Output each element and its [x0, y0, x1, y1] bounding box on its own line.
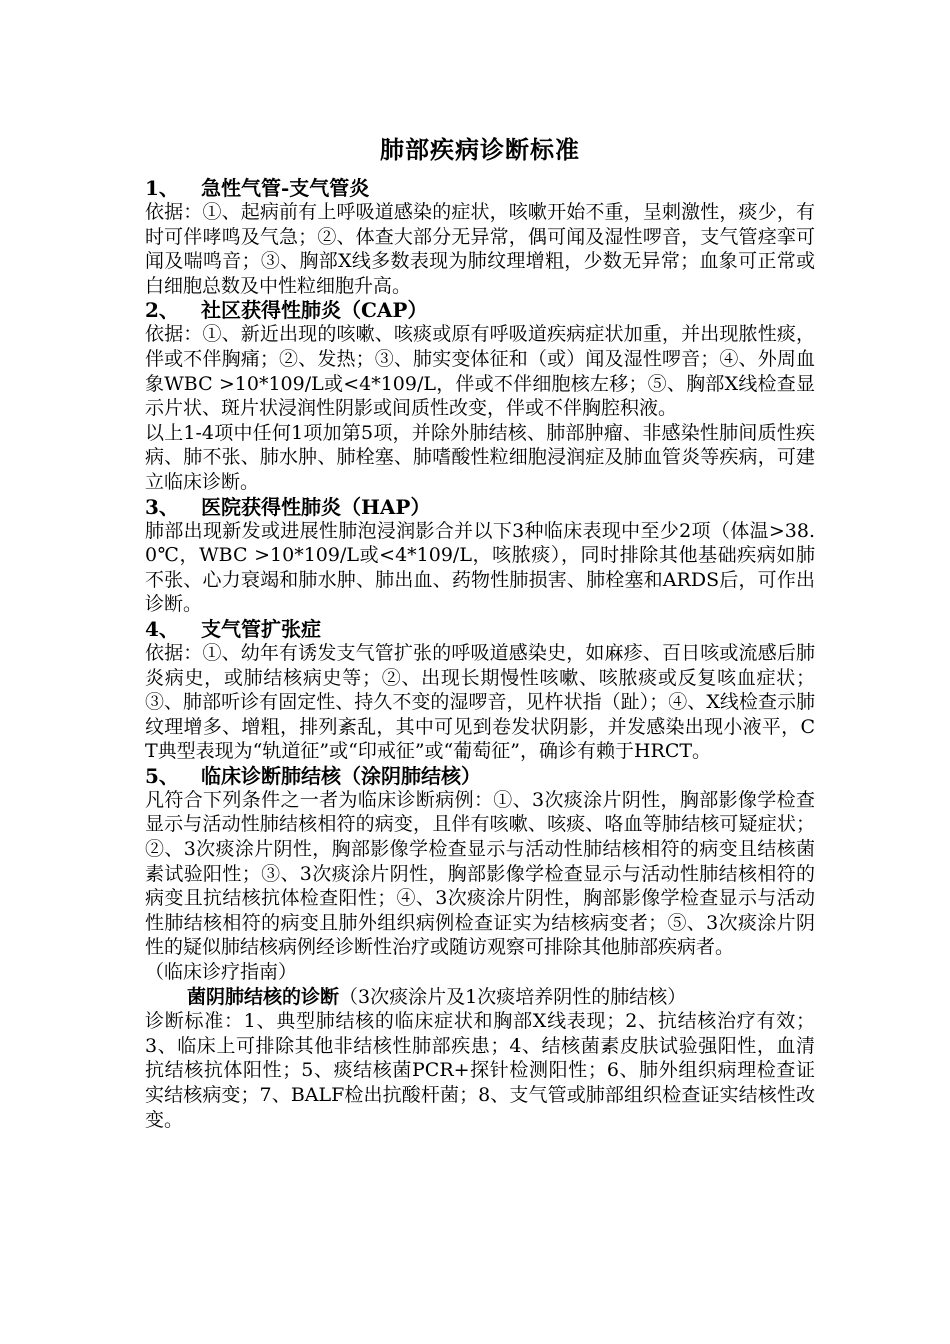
section-title: 社区获得性肺炎（CAP） — [201, 298, 428, 323]
section-heading — [145, 298, 815, 322]
diagnostic-criteria: 诊断标准：1、典型肺结核的临床症状和胸部X线表现；2、抗结核治疗有效；3、临床上可排除其他非结核性肺部疾患；4、结核菌素皮肤试验强阳性，血清抗结核抗体阳性；5、痰结核菌PCR+探针检测阳性；6、肺外组织病理检查证实结核病变；7、BALF检出抗酸杆菌；8、支气管或肺部组织检查证实结核性改变。 — [145, 1010, 815, 1131]
section-paragraph: 依据：①、起病前有上呼吸道感染的症状，咳嗽开始不重，呈刺激性，痰少，有时可伴哮鸣及气急；②、体查大部分无异常，偶可闻及湿性啰音，支气管痉挛可闻及喘鸣音；③、胸部X线多数表现为肺纹理增粗，少数无异常；血象可正常或白细胞总数及中性粒细胞升高。 — [145, 201, 815, 297]
section-bronchiectasis — [145, 617, 815, 764]
document-page — [145, 128, 815, 1132]
section-heading — [145, 617, 815, 641]
section-paragraph: 凡符合下列条件之一者为临床诊断病例：①、3次痰涂片阴性，胸部影像学检查显示与活动性肺结核相符的病变，且伴有咳嗽、咳痰、咯血等肺结核可疑症状；②、3次痰涂片阴性，胸部影像学检查显示与活动性肺结核相符的病变且结核菌素试验阳性；③、3次痰涂片阴性，胸部影像学检查显示与活动性肺结核相符的病变且抗结核抗体检查阳性；④、3次痰涂片阴性，胸部影像学检查显示与活动性肺结核相符的病变且肺外组织病例检查证实为结核病变者；⑤、3次痰涂片阴性的疑似肺结核病例经诊断性治疗或随访观察可排除其他肺部疾病者。 — [145, 788, 815, 959]
section-clinical-tuberculosis — [145, 764, 815, 1132]
subheading-rest: （3次痰涂片及1次痰培养阴性的肺结核） — [339, 985, 687, 1008]
section-title: 医院获得性肺炎（HAP） — [201, 494, 431, 519]
section-cap — [145, 298, 815, 494]
section-title: 临床诊断肺结核（涂阴肺结核） — [201, 763, 481, 788]
section-paragraph: 依据：①、幼年有诱发支气管扩张的呼吸道感染史，如麻疹、百日咳或流感后肺炎病史，或肺结核病史等；②、出现长期慢性咳嗽、咳脓痰或反复咳血症状；③、肺部听诊有固定性、持久不变的湿啰音，见杵状指（趾）；④、X线检查示肺纹理增多、增粗，排列紊乱，其中可见到卷发状阴影，并发感染出现小液平，CT典型表现为“轨道征”或“印戒征”或“葡萄征”，确诊有赖于HRCT。 — [145, 641, 815, 763]
section-heading — [145, 176, 815, 200]
section-heading — [145, 764, 815, 788]
subheading-bold: 菌阴肺结核的诊断 — [187, 985, 340, 1008]
section-number: 4、 — [145, 616, 179, 641]
section-paragraph: 以上1-4项中任何1项加第5项，并除外肺结核、肺部肿瘤、非感染性肺间质性疾病、肺不张、肺水肿、肺栓塞、肺嗜酸性粒细胞浸润症及肺血管炎等疾病，可建立临床诊断。 — [145, 421, 815, 493]
section-number: 1、 — [145, 176, 179, 200]
section-acute-bronchitis — [145, 176, 815, 298]
section-number: 5、 — [145, 763, 179, 788]
section-hap — [145, 495, 815, 617]
section-paragraph: 依据：①、新近出现的咳嗽、咳痰或原有呼吸道疾病症状加重，并出现脓性痰，伴或不伴胸痛；②、发热；③、肺实变体征和（或）闻及湿性啰音；④、外周血象WBC >10*109/L或<4*109/L，伴或不伴细胞核左移；⑤、胸部X线检查显示片状、斑片状浸润性阴影或间质性改变，伴或不伴胸腔积液。 — [145, 323, 815, 420]
section-number: 3、 — [145, 494, 179, 519]
section-paragraph: 肺部出现新发或进展性肺泡浸润影合并以下3种临床表现中至少2项（体温>38.0℃，WBC >10*109/L或<4*109/L，咳脓痰），同时排除其他基础疾病如肺不张、心力衰竭和肺水肿、肺出血、药物性肺损害、肺栓塞和ARDS后，可作出诊断。 — [145, 519, 815, 616]
document-title: 肺部疾病诊断标准 — [380, 135, 580, 164]
section-title: 急性气管-支气管炎 — [201, 176, 370, 200]
subheading-smear-negative-tb — [145, 985, 815, 1010]
section-title: 支气管扩张症 — [201, 616, 321, 641]
source-note: （临床诊疗指南） — [145, 961, 298, 984]
section-number: 2、 — [145, 298, 179, 323]
section-heading — [145, 495, 815, 519]
